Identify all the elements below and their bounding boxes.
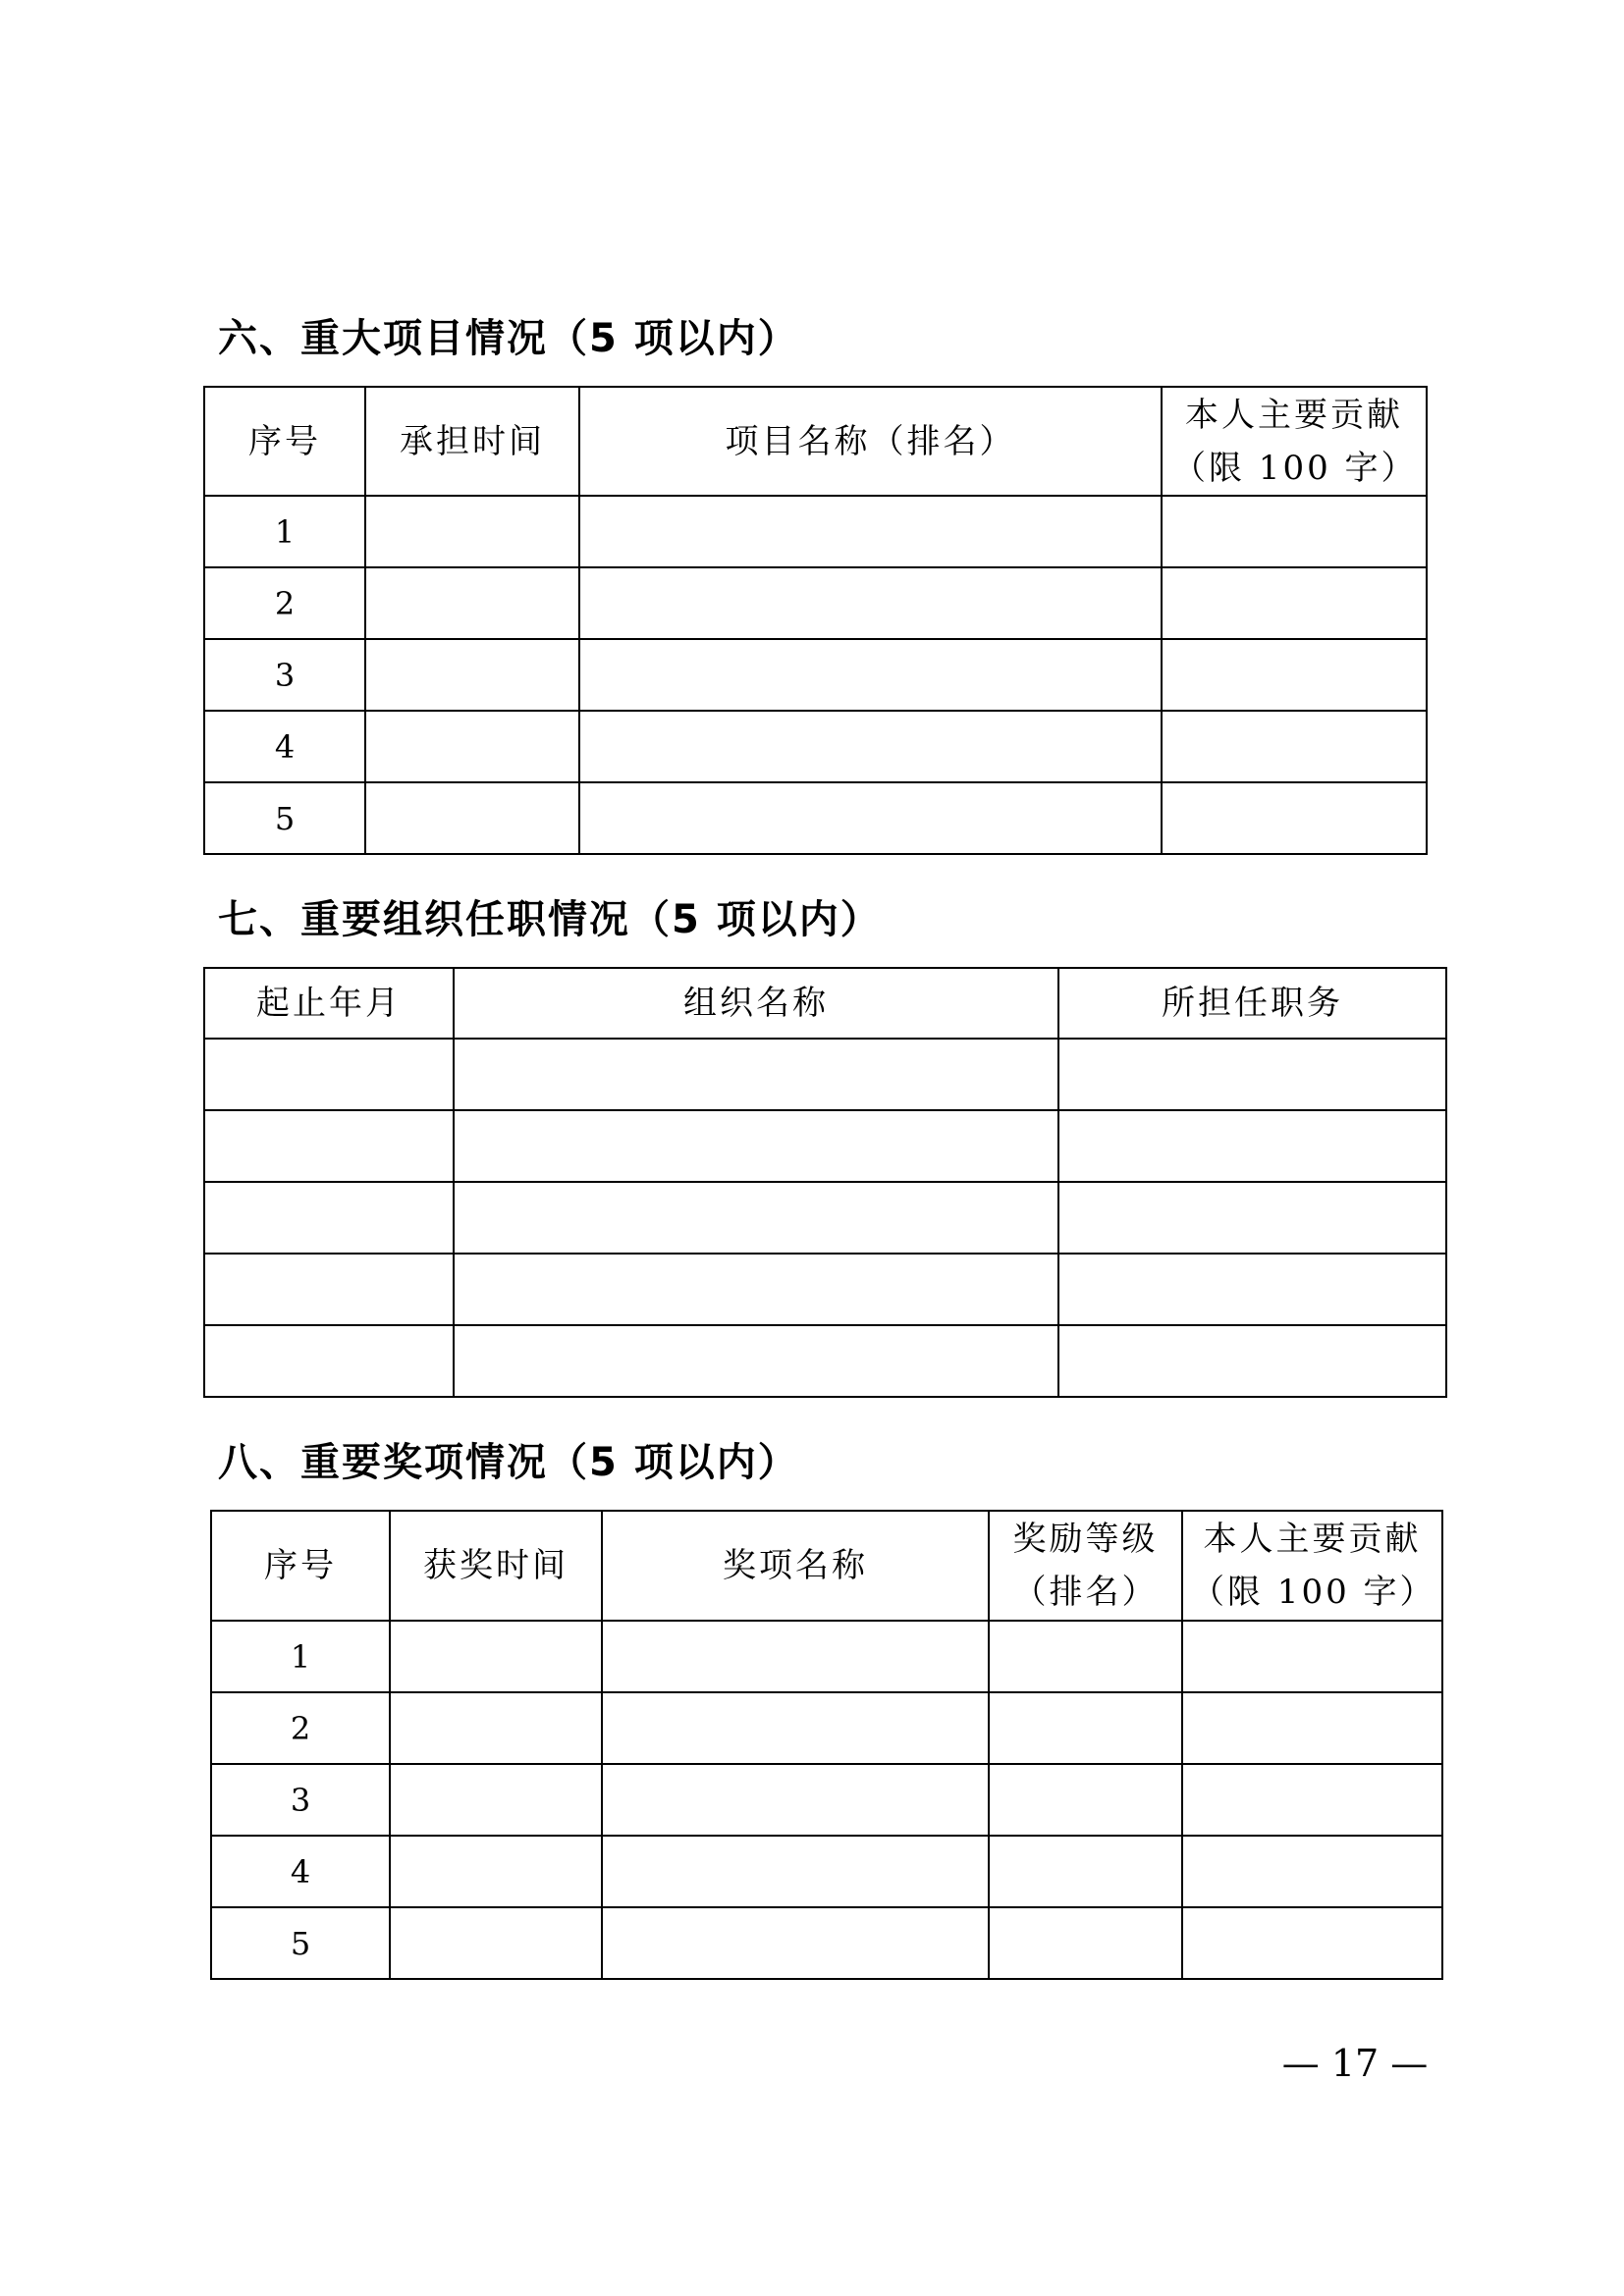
cell-organization-name[interactable] xyxy=(454,1110,1058,1182)
row-index: 1 xyxy=(204,496,365,567)
cell-award-time[interactable] xyxy=(390,1907,602,1979)
row-index: 2 xyxy=(211,1692,390,1764)
cell-time[interactable] xyxy=(365,567,579,639)
section-6-title: 六、重大项目情况（5 项以内） xyxy=(218,316,799,361)
row-index: 1 xyxy=(211,1621,390,1692)
row-index: 4 xyxy=(211,1836,390,1907)
header-award-time: 获奖时间 xyxy=(390,1511,602,1621)
cell-period[interactable] xyxy=(204,1325,454,1397)
table-row xyxy=(211,1692,1442,1764)
header-period: 起止年月 xyxy=(204,968,454,1039)
table-header-row xyxy=(211,1511,1442,1621)
header-contribution: 本人主要贡献（限 100 字） xyxy=(1162,387,1427,496)
cell-contribution[interactable] xyxy=(1182,1836,1442,1907)
cell-award-time[interactable] xyxy=(390,1764,602,1836)
header-time: 承担时间 xyxy=(365,387,579,496)
cell-position[interactable] xyxy=(1058,1110,1446,1182)
cell-period[interactable] xyxy=(204,1182,454,1254)
table-row xyxy=(204,496,1427,567)
cell-contribution[interactable] xyxy=(1182,1621,1442,1692)
cell-contribution[interactable] xyxy=(1182,1692,1442,1764)
organization-positions-table xyxy=(203,967,1447,1398)
cell-project-name[interactable] xyxy=(579,496,1162,567)
cell-contribution[interactable] xyxy=(1162,639,1427,711)
cell-award-name[interactable] xyxy=(602,1764,989,1836)
cell-time[interactable] xyxy=(365,496,579,567)
cell-award-name[interactable] xyxy=(602,1836,989,1907)
table-header-row xyxy=(204,968,1446,1039)
cell-position[interactable] xyxy=(1058,1182,1446,1254)
table-row xyxy=(204,1254,1446,1325)
table-row xyxy=(204,1325,1446,1397)
cell-organization-name[interactable] xyxy=(454,1254,1058,1325)
header-organization-name: 组织名称 xyxy=(454,968,1058,1039)
major-projects-table xyxy=(203,386,1428,855)
cell-organization-name[interactable] xyxy=(454,1182,1058,1254)
cell-award-level[interactable] xyxy=(989,1836,1182,1907)
row-index: 5 xyxy=(204,782,365,854)
table-row xyxy=(211,1836,1442,1907)
header-project-name: 项目名称（排名） xyxy=(579,387,1162,496)
table-row xyxy=(211,1764,1442,1836)
header-award-level: 奖励等级（排名） xyxy=(989,1511,1182,1621)
table-row xyxy=(211,1907,1442,1979)
cell-contribution[interactable] xyxy=(1182,1907,1442,1979)
cell-period[interactable] xyxy=(204,1110,454,1182)
header-index: 序号 xyxy=(211,1511,390,1621)
header-contribution: 本人主要贡献（限 100 字） xyxy=(1182,1511,1442,1621)
cell-award-level[interactable] xyxy=(989,1907,1182,1979)
section-7-title: 七、重要组织任职情况（5 项以内） xyxy=(218,897,882,942)
table-row xyxy=(211,1621,1442,1692)
table-row xyxy=(204,782,1427,854)
cell-contribution[interactable] xyxy=(1162,711,1427,782)
table-row xyxy=(204,1110,1446,1182)
cell-award-time[interactable] xyxy=(390,1692,602,1764)
row-index: 2 xyxy=(204,567,365,639)
cell-project-name[interactable] xyxy=(579,711,1162,782)
cell-project-name[interactable] xyxy=(579,782,1162,854)
major-awards-table xyxy=(210,1510,1443,1980)
row-index: 5 xyxy=(211,1907,390,1979)
cell-position[interactable] xyxy=(1058,1039,1446,1110)
cell-award-level[interactable] xyxy=(989,1621,1182,1692)
cell-award-name[interactable] xyxy=(602,1621,989,1692)
cell-award-time[interactable] xyxy=(390,1836,602,1907)
table-row xyxy=(204,567,1427,639)
row-index: 3 xyxy=(204,639,365,711)
cell-contribution[interactable] xyxy=(1182,1764,1442,1836)
cell-period[interactable] xyxy=(204,1254,454,1325)
cell-award-level[interactable] xyxy=(989,1764,1182,1836)
cell-organization-name[interactable] xyxy=(454,1325,1058,1397)
cell-award-time[interactable] xyxy=(390,1621,602,1692)
row-index: 3 xyxy=(211,1764,390,1836)
table-header-row xyxy=(204,387,1427,496)
cell-contribution[interactable] xyxy=(1162,567,1427,639)
table-row xyxy=(204,711,1427,782)
cell-time[interactable] xyxy=(365,639,579,711)
cell-organization-name[interactable] xyxy=(454,1039,1058,1110)
cell-position[interactable] xyxy=(1058,1325,1446,1397)
row-index: 4 xyxy=(204,711,365,782)
cell-award-level[interactable] xyxy=(989,1692,1182,1764)
page-number: — 17 — xyxy=(1281,2042,1429,2085)
cell-award-name[interactable] xyxy=(602,1692,989,1764)
cell-period[interactable] xyxy=(204,1039,454,1110)
header-award-name: 奖项名称 xyxy=(602,1511,989,1621)
header-position: 所担任职务 xyxy=(1058,968,1446,1039)
header-index: 序号 xyxy=(204,387,365,496)
table-row xyxy=(204,1182,1446,1254)
cell-time[interactable] xyxy=(365,782,579,854)
cell-project-name[interactable] xyxy=(579,639,1162,711)
cell-contribution[interactable] xyxy=(1162,782,1427,854)
cell-project-name[interactable] xyxy=(579,567,1162,639)
cell-award-name[interactable] xyxy=(602,1907,989,1979)
cell-contribution[interactable] xyxy=(1162,496,1427,567)
section-8-title: 八、重要奖项情况（5 项以内） xyxy=(218,1440,799,1485)
cell-position[interactable] xyxy=(1058,1254,1446,1325)
table-row xyxy=(204,1039,1446,1110)
table-row xyxy=(204,639,1427,711)
cell-time[interactable] xyxy=(365,711,579,782)
